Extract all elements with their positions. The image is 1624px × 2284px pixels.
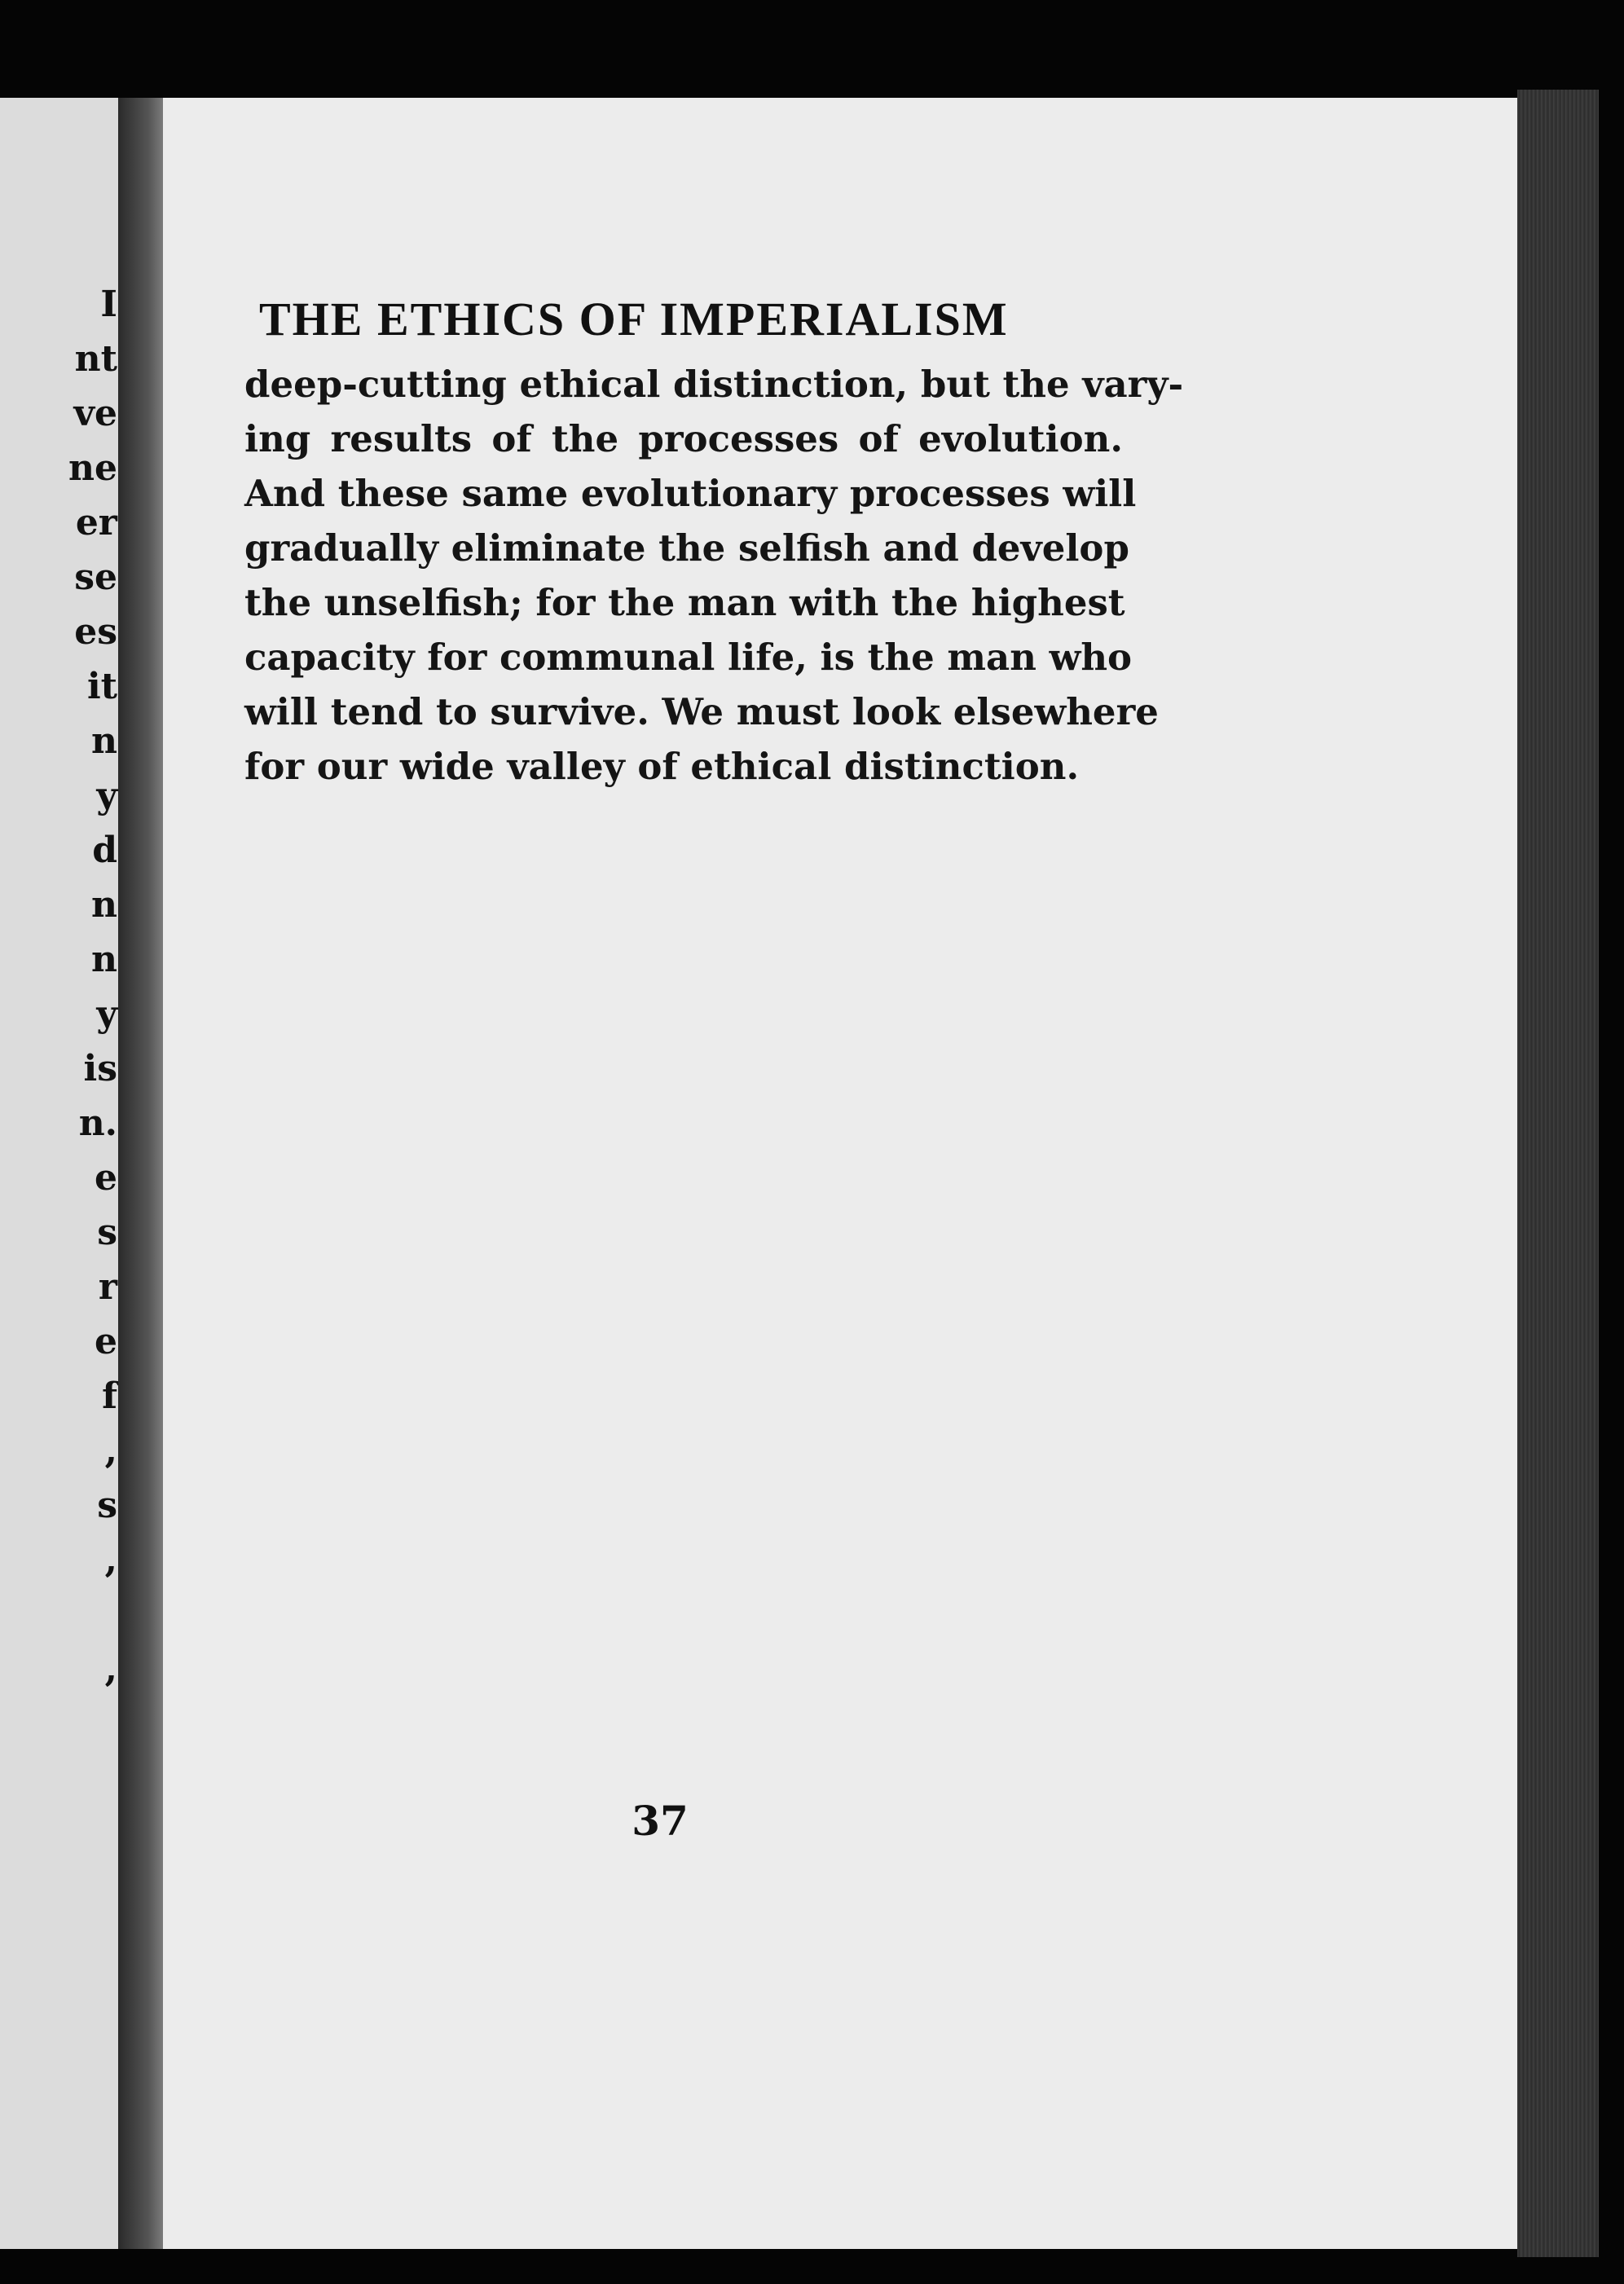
- left-fragment: r: [98, 1266, 117, 1308]
- book-gutter: [118, 98, 169, 2249]
- left-fragment: ve: [73, 393, 117, 434]
- left-fragment: ne: [68, 447, 117, 489]
- left-fragment: n: [91, 884, 117, 926]
- left-fragment: ,: [104, 1648, 117, 1690]
- left-fragment: ,: [104, 1430, 117, 1472]
- text-line: And these same evolutionary processes will: [244, 472, 1137, 515]
- left-fragment: ,: [104, 1539, 117, 1581]
- left-fragment: it: [86, 666, 117, 707]
- text-line: the unselfish; for the man with the highest: [244, 581, 1125, 624]
- page-number: 37: [632, 1797, 689, 1845]
- left-fragment: is: [83, 1048, 117, 1089]
- left-facing-page: [0, 98, 122, 2249]
- left-fragment: y: [96, 993, 117, 1035]
- left-fragment: y: [96, 775, 117, 816]
- left-fragment: f: [102, 1375, 117, 1417]
- text-line: ing results of the processes of evolution.: [244, 417, 1123, 460]
- left-fragment: s: [97, 1485, 117, 1526]
- left-page-text-fragments: [3, 277, 117, 1696]
- text-line: gradually eliminate the selfish and develop: [244, 526, 1129, 570]
- page-fore-edge: [1517, 90, 1599, 2257]
- left-fragment: n.: [78, 1102, 117, 1144]
- left-fragment: se: [74, 557, 117, 598]
- left-fragment: e: [95, 1157, 117, 1199]
- left-fragment: n: [91, 720, 117, 762]
- text-line: deep-cutting ethical distinction, but the vary-: [244, 363, 1184, 406]
- left-fragment: [3, 1587, 117, 1642]
- left-fragment: n: [91, 939, 117, 980]
- left-fragment: e: [95, 1321, 117, 1362]
- left-fragment: s: [97, 1212, 117, 1253]
- text-line: for our wide valley of ethical distinction.: [244, 745, 1080, 788]
- body-paragraph: [244, 357, 1184, 794]
- text-line: will tend to survive. We must look elsewhere: [244, 690, 1159, 733]
- left-fragment: er: [75, 502, 117, 543]
- left-fragment: nt: [74, 338, 117, 380]
- left-fragment: es: [74, 611, 117, 653]
- left-fragment: I: [100, 284, 117, 325]
- running-head: THE ETHICS OF IMPERIALISM: [259, 293, 1009, 345]
- left-fragment: d: [92, 830, 117, 871]
- text-line: capacity for communal life, is the man who: [244, 636, 1133, 679]
